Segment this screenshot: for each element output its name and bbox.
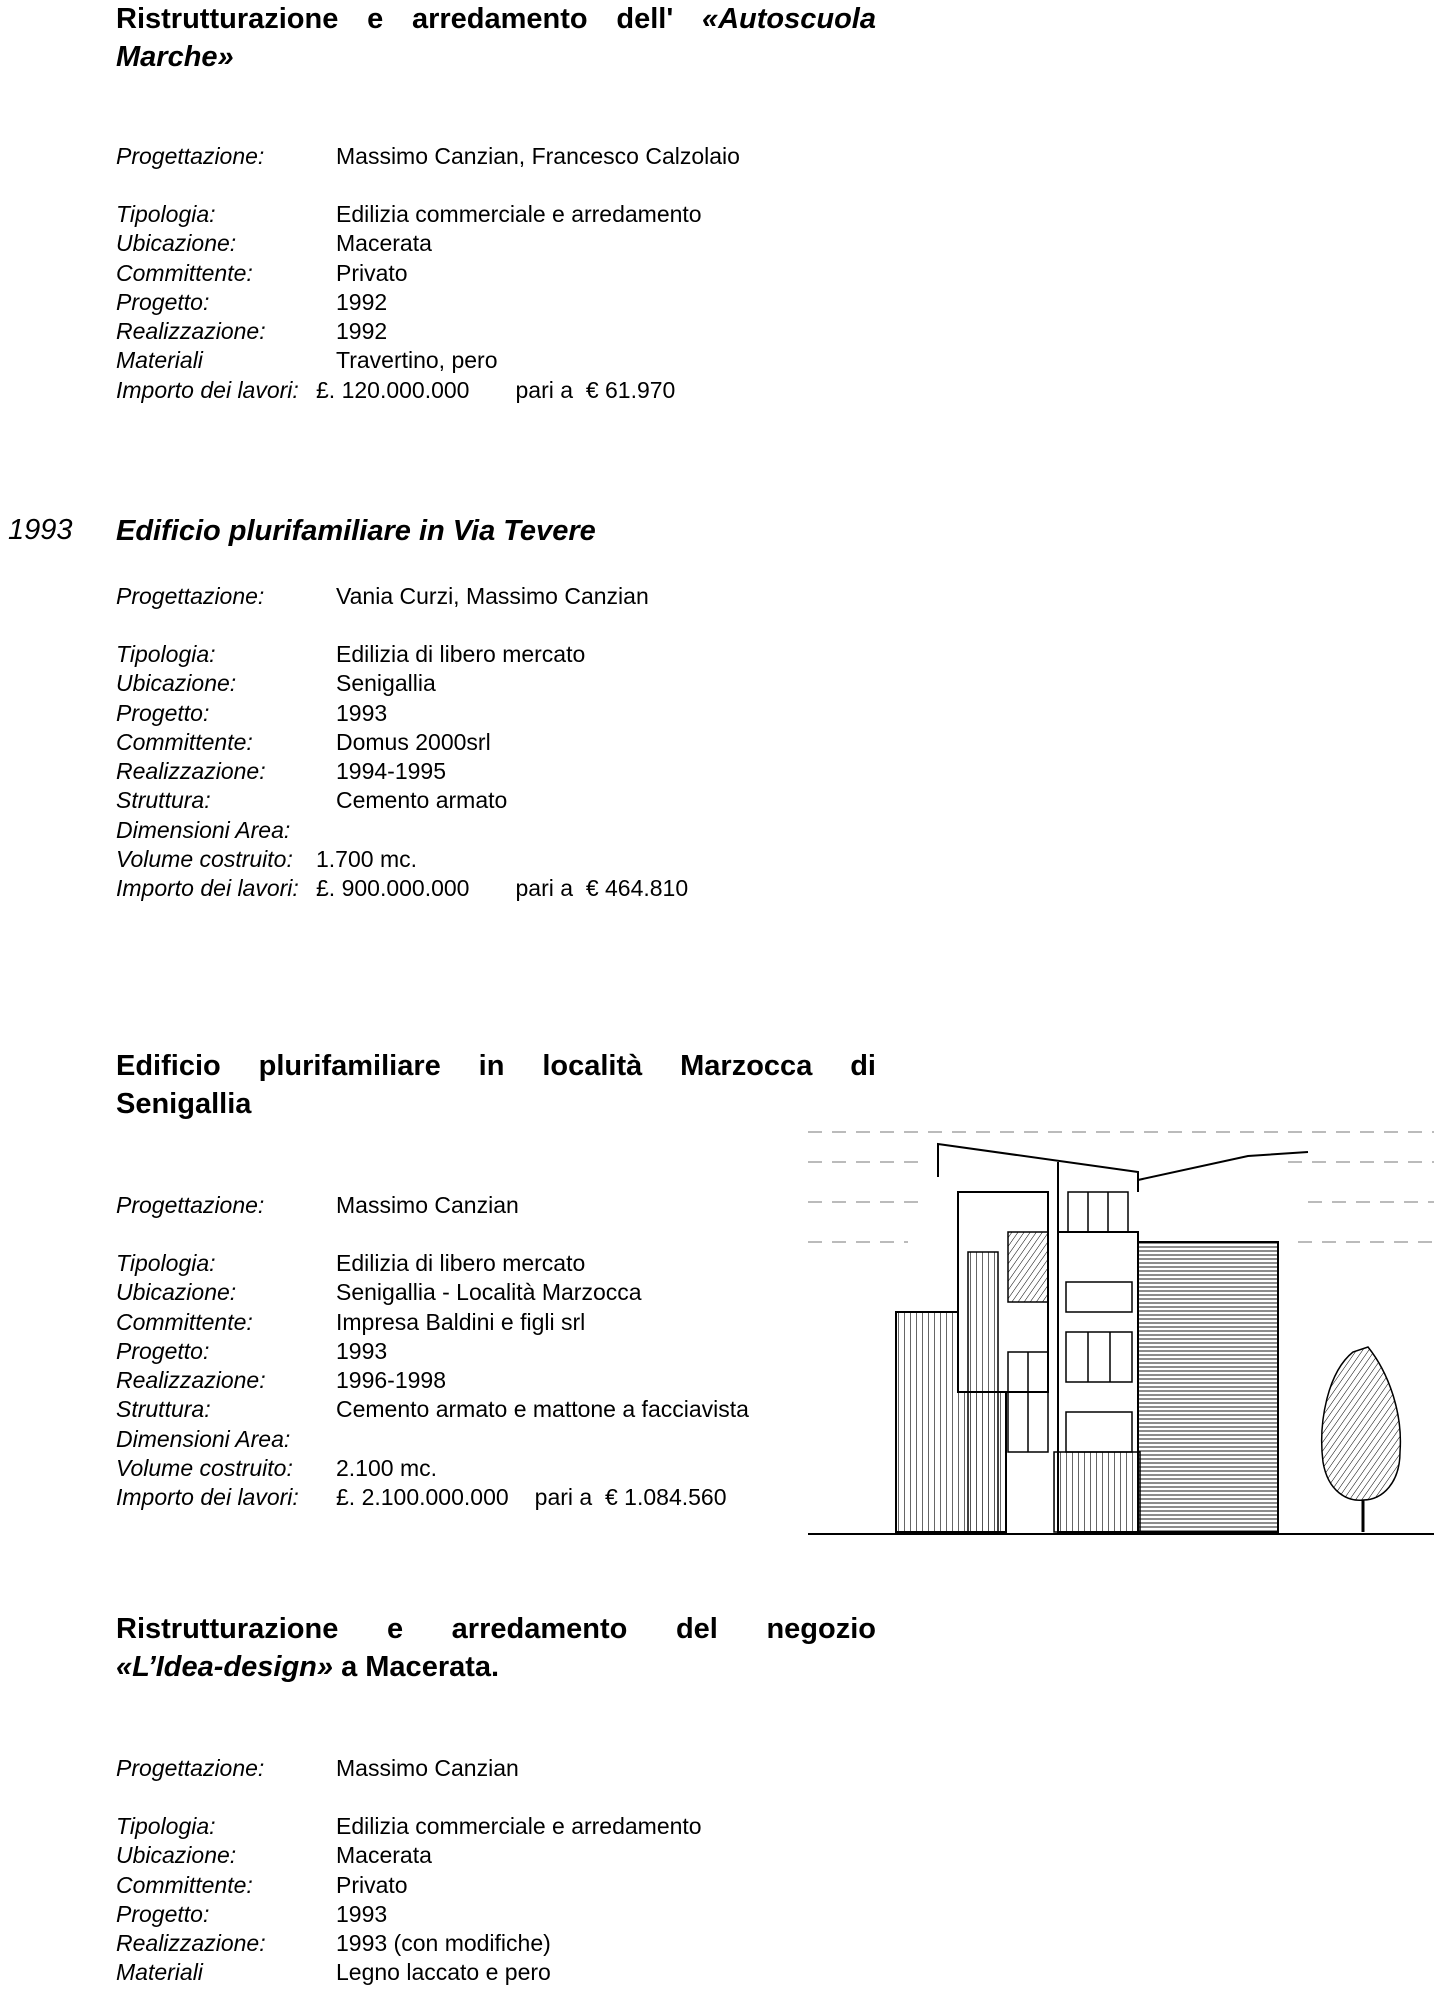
detail-row: Dimensioni Area: bbox=[116, 816, 291, 843]
detail-row: Tipologia: Edilizia commerciale e arredamento bbox=[116, 1813, 702, 1839]
right-wall-block bbox=[1138, 1242, 1278, 1532]
progettazione-row: Progettazione: Massimo Canzian bbox=[116, 1755, 519, 1781]
project-title: Ristrutturazione e arredamento dell' «Autoscuola Marche» bbox=[116, 3, 876, 73]
detail-row: Realizzazione: 1994-1995 bbox=[116, 758, 446, 785]
project-details bbox=[116, 1249, 876, 1513]
importo-row: Importo dei lavori: £. 2.100.000.000 pari a € 1.084.560 bbox=[116, 1484, 727, 1511]
importo-row: Importo dei lavori: £. 900.000.000 pari a € 464.810 bbox=[116, 875, 689, 902]
progettazione-row: Progettazione: Massimo Canzian bbox=[116, 1192, 519, 1218]
detail-row: Volume costruito: 1.700 mc. bbox=[116, 846, 417, 873]
detail-row: Realizzazione: 1996-1998 bbox=[116, 1367, 446, 1394]
building-elevation-drawing bbox=[808, 1122, 1434, 1544]
detail-row: Tipologia: Edilizia di libero mercato bbox=[116, 641, 586, 667]
project-details bbox=[116, 200, 876, 405]
detail-row: Struttura: Cemento armato e mattone a facciavista bbox=[116, 1396, 749, 1423]
detail-row: Progetto: 1993 bbox=[116, 1337, 388, 1364]
detail-row: Progetto: 1992 bbox=[116, 288, 388, 315]
project-title: Ristrutturazione e arredamento del negozio «L’Idea-design» a Macerata. bbox=[116, 1613, 876, 1683]
detail-row: Committente: Impresa Baldini e figli srl bbox=[116, 1308, 586, 1335]
detail-row: Realizzazione: 1993 (con modifiche) bbox=[116, 1930, 551, 1957]
project-details bbox=[116, 640, 876, 904]
detail-row: Ubicazione: Macerata bbox=[116, 1842, 432, 1869]
detail-row: Struttura: Cemento armato bbox=[116, 787, 508, 814]
detail-row: Ubicazione: Senigallia - Località Marzocca bbox=[116, 1279, 642, 1306]
background-dash-lines bbox=[808, 1132, 1434, 1242]
importo-row: Importo dei lavori: £. 120.000.000 pari a € 61.970 bbox=[116, 376, 676, 403]
detail-row: Materiali Legno laccato e pero bbox=[116, 1959, 551, 1986]
project-details bbox=[116, 142, 876, 171]
detail-row: Tipologia: Edilizia di libero mercato bbox=[116, 1250, 586, 1276]
progettazione-row: Progettazione: Massimo Canzian, Francesco Calzolaio bbox=[116, 143, 740, 169]
project-details bbox=[116, 1812, 876, 1988]
column-left bbox=[968, 1252, 998, 1532]
detail-row: Volume costruito: 2.100 mc. bbox=[116, 1455, 437, 1482]
detail-row: Ubicazione: Senigallia bbox=[116, 670, 436, 697]
detail-row: Realizzazione: 1992 bbox=[116, 318, 388, 345]
detail-row: Progetto: 1993 bbox=[116, 1900, 388, 1927]
detail-row: Committente: Domus 2000srl bbox=[116, 728, 491, 755]
year-label: 1993 bbox=[8, 514, 73, 546]
detail-row: Committente: Privato bbox=[116, 1871, 408, 1898]
progettazione-row: Progettazione: Vania Curzi, Massimo Canzian bbox=[116, 583, 649, 609]
detail-row: Tipologia: Edilizia commerciale e arredamento bbox=[116, 201, 702, 227]
ground-panel bbox=[1054, 1452, 1140, 1532]
detail-row: Dimensioni Area: bbox=[116, 1425, 291, 1452]
detail-row: Ubicazione: Macerata bbox=[116, 230, 432, 257]
balcony-panel bbox=[1008, 1232, 1048, 1302]
detail-row: Progetto: 1993 bbox=[116, 699, 388, 726]
detail-row: Committente: Privato bbox=[116, 259, 408, 286]
project-title: Edificio plurifamiliare in Via Tevere bbox=[116, 515, 596, 547]
tree-illustration bbox=[1322, 1347, 1401, 1532]
detail-row: Materiali Travertino, pero bbox=[116, 347, 498, 374]
project-title: Edificio plurifamiliare in località Marzocca di Senigallia bbox=[116, 1050, 876, 1120]
